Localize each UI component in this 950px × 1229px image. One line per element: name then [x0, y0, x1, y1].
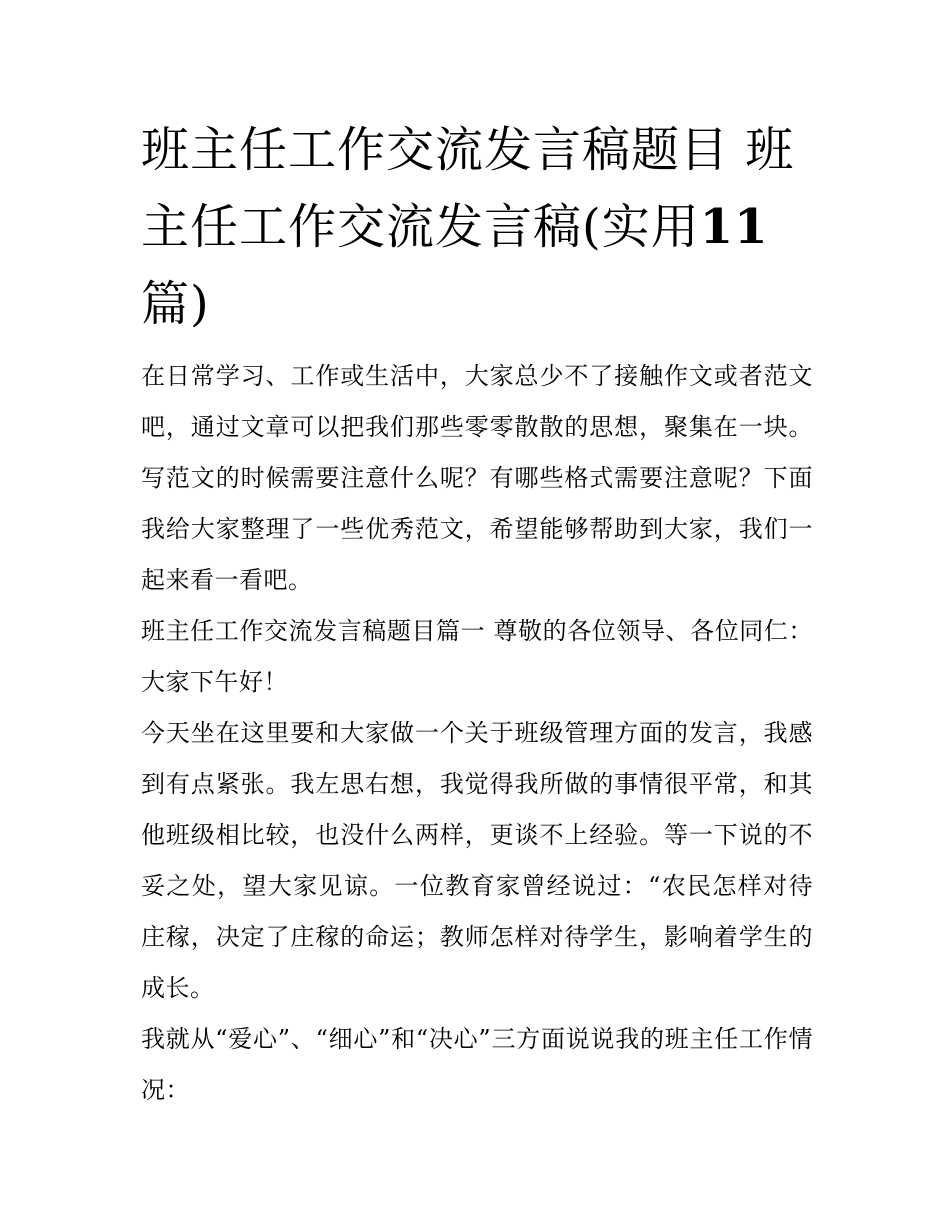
- title-text-end: 篇): [141, 276, 210, 332]
- body-paragraph: 今天坐在这里要和大家做一个关于班级管理方面的发言，我感到有点紧张。我左思右想，我觉得我所做的事情很平常，和其他班级相比较，也没什么两样，更谈不上经验。等一下说的不妥之处，望大家见谅。一位教育家曾经说过：“农民怎样对待庄稼，决定了庄稼的命运；教师怎样对待学生，影响着学生的成长。: [141, 719, 813, 1002]
- intro-paragraph: 在日常学习、工作或生活中，大家总少不了接触作文或者范文吧，通过文章可以把我们那些零零散散的思想，聚集在一块。写范文的时候需要注意什么呢？有哪些格式需要注意呢？下面我给大家整理了一些优秀范文，希望能够帮助到大家，我们一起来看一看吧。: [141, 362, 813, 594]
- document-page: [141, 112, 813, 1116]
- title-number: 11: [699, 199, 769, 255]
- document-title: [141, 112, 813, 343]
- body-paragraph: 我就从“爱心”、“细心”和“决心”三方面说说我的班主任工作情况：: [141, 1025, 813, 1104]
- section-heading-paragraph: 班主任工作交流发言稿题目篇一 尊敬的各位领导、各位同仁： 大家下午好！: [141, 617, 813, 696]
- title-text: 班主任工作交流发言稿题目 班主任工作交流发言稿(实用: [141, 122, 795, 255]
